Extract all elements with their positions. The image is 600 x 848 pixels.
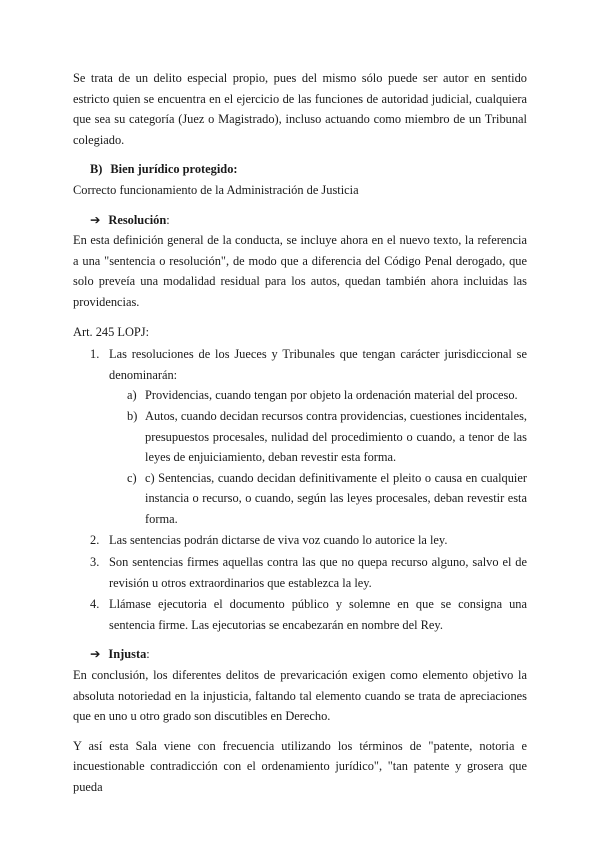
art-item [73,344,527,529]
art-subitem [109,385,527,406]
resolucion-paragraph: En esta definición general de la conducta, se incluye ahora en el nuevo texto, la referencia a una "sentencia o resolución", de modo que a diferencia del Código Penal derogado, que solo preveía una modalidad residual para los autos, quedan también ahora incluidas las providencias. [73,233,527,309]
art-subitem-text: Providencias, cuando tengan por objeto la ordenación material del proceso. [145,388,518,403]
art-item [73,594,527,635]
art-item [73,552,527,593]
art-sublist [109,385,527,529]
art-item-text: Las resoluciones de los Jueces y Tribunales que tengan carácter jurisdiccional se denominarán: [109,347,527,382]
arrow-right-icon: ➔ [90,647,101,662]
section-b-heading [90,159,527,180]
art-item-number: 2. [90,533,100,548]
art-item-number: 4. [90,597,100,612]
art-item [73,530,527,551]
resolucion-title: Resolución [108,212,167,227]
intro-paragraph: Se trata de un delito especial propio, pues del mismo sólo puede ser autor en sentido estricto quien se encuentra en el ejercicio de las funciones de autoridad judicial, cualquiera que sea su categoría (Juez o Magistrado), incluso actuando como miembro de un Tribunal colegiado. [73,71,527,147]
section-b-number: B) [90,162,103,177]
art-subitem-mark: b) [127,408,138,423]
art-item-number: 3. [90,555,100,570]
art-item-text: Son sentencias firmes aquellas contra las que no quepa recurso alguno, salvo el de revisión u otros extraordinarios que establezca la ley. [109,555,527,590]
bien-juridico-paragraph: Correcto funcionamiento de la Administración de Justicia [73,182,359,197]
document-body [73,68,527,798]
resolucion-heading [90,210,527,231]
arrow-right-icon: ➔ [90,212,101,227]
art-item-text: Llámase ejecutoria el documento público y solemne en que se consigna una sentencia firme. Las ejecutorias se encabezarán en nombre del Rey. [109,597,527,632]
section-b-title: Bien jurídico protegido: [110,162,238,177]
art-subitem-text: c) Sentencias, cuando decidan definitivamente el pleito o causa en cualquier instancia o recurso, o cuando, según las leyes procesales, deban revestir esta forma. [145,470,527,526]
art-subitem [109,468,527,530]
art-list [73,344,527,635]
injusta-paragraph: En conclusión, los diferentes delitos de prevaricación exigen como elemento objetivo la absoluta notoriedad en la injusticia, faltando tal elemento cuando se trata de apreciaciones que en uno u otro grado son discutibles en Derecho. [73,668,527,724]
art-item-text: Las sentencias podrán dictarse de viva voz cuando lo autorice la ley. [109,533,448,548]
injusta-suffix: : [146,647,150,662]
art-subitem-mark: c) [127,470,137,485]
art-item-number: 1. [90,347,100,362]
injusta-title: Injusta [108,647,147,662]
art-subitem [109,406,527,468]
injusta-heading [90,644,527,665]
resolucion-suffix: : [166,212,170,227]
art-subitem-text: Autos, cuando decidan recursos contra providencias, cuestiones incidentales, presupuestos procesales, nulidad del procedimiento o cuando, a tenor de las leyes de enjuiciamiento, deban revestir esta forma. [145,408,527,465]
art-label: Art. 245 LOPJ: [73,324,150,339]
final-paragraph: Y así esta Sala viene con frecuencia utilizando los términos de "patente, notoria e incuestionable contradicción con el ordenamiento jurídico", "tan patente y grosera que pueda [73,738,527,794]
art-subitem-mark: a) [127,388,137,403]
